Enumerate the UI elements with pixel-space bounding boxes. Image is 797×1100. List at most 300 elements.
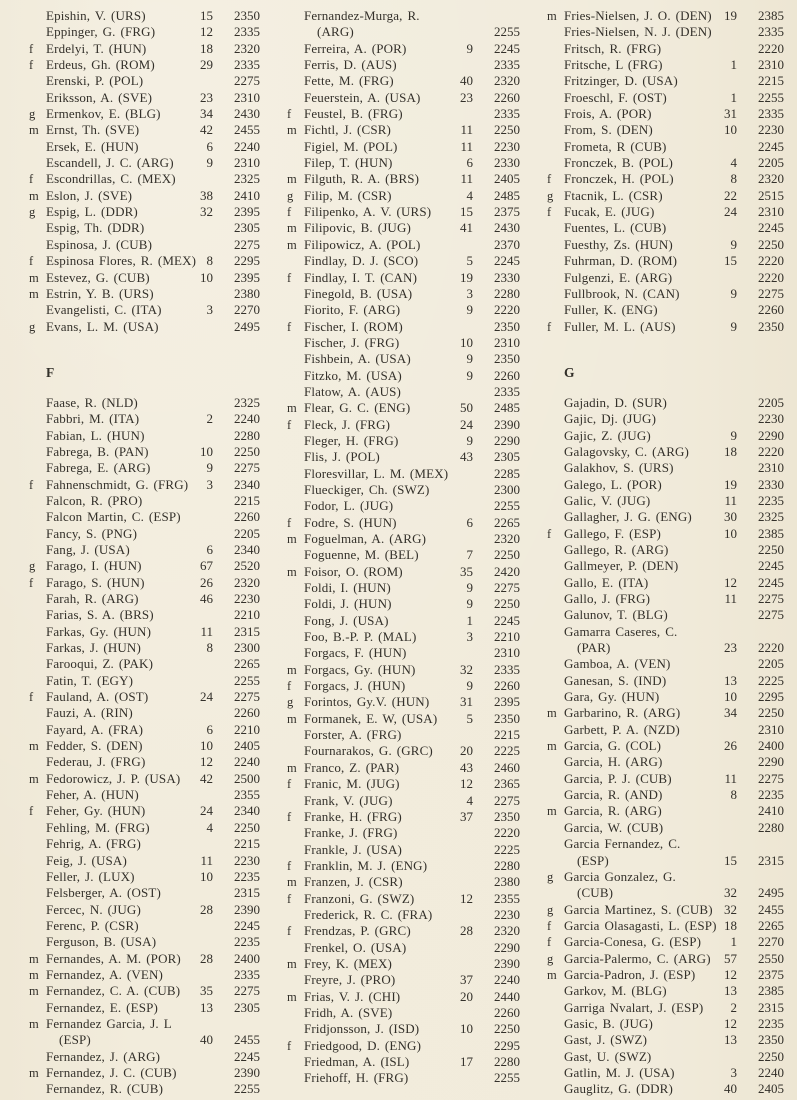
- player-entry: [287, 1070, 520, 1086]
- player-entry: [547, 220, 784, 236]
- player-name: Figiel, M. (POL): [304, 138, 398, 154]
- games-count: 35: [460, 563, 473, 579]
- title-prefix: g: [547, 902, 554, 917]
- player-entry: [287, 351, 520, 367]
- rating-value: 2250: [758, 705, 784, 721]
- player-name: Gatlin, M. J. (USA): [564, 1064, 675, 1080]
- games-count: 9: [466, 302, 473, 318]
- player-entry: [287, 73, 520, 89]
- rating-value: 2395: [494, 694, 520, 710]
- rating-value: 2310: [758, 204, 784, 220]
- rating-value: 2340: [234, 803, 260, 819]
- rating-value: 2220: [758, 40, 784, 56]
- player-name: Fullbrook, N. (CAN): [564, 285, 680, 301]
- player-entry: [29, 542, 260, 558]
- player-name: Ferris, D. (AUS): [304, 57, 397, 73]
- player-entry: [547, 122, 784, 138]
- player-entry: [547, 607, 784, 623]
- title-prefix: [547, 689, 564, 705]
- games-count: 9: [466, 678, 473, 694]
- player-entry: [287, 842, 520, 858]
- rating-value: 2260: [234, 509, 260, 525]
- player-name: Garcia, W. (CUB): [564, 819, 664, 835]
- player-name: Ferguson, B. (USA): [46, 934, 157, 950]
- rating-value: 2240: [234, 138, 260, 154]
- player-name: Frois, A. (POR): [564, 106, 652, 122]
- rating-value: 2255: [494, 498, 520, 514]
- player-name-continued: (CUB): [577, 885, 614, 901]
- rating-value: 2275: [494, 580, 520, 596]
- player-entry: [547, 270, 784, 286]
- title-prefix: [287, 547, 304, 563]
- player-name: Forgacs, F. (HUN): [304, 645, 407, 661]
- player-name: Garcia Olasagasti, L. (ESP): [564, 917, 717, 933]
- title-prefix: [547, 820, 564, 836]
- rating-value: 2310: [758, 57, 784, 73]
- rating-value: 2385: [758, 8, 784, 23]
- player-name: Finegold, B. (USA): [304, 285, 413, 301]
- title-prefix: [287, 384, 304, 400]
- rating-value: 2295: [758, 689, 784, 705]
- title-prefix: [547, 722, 564, 738]
- player-name: Estevez, G. (CUB): [46, 269, 150, 285]
- rating-value: 2460: [494, 759, 520, 775]
- player-name: Fuller, M. L. (AUS): [564, 318, 676, 334]
- title-prefix: [287, 57, 304, 73]
- games-count: 20: [460, 988, 473, 1004]
- title-prefix: [29, 1049, 46, 1065]
- title-prefix: [547, 1081, 564, 1097]
- rating-value: 2340: [234, 476, 260, 492]
- player-name: Farah, R. (ARG): [46, 591, 139, 606]
- games-count: [392, 1005, 475, 1021]
- rating-value: 2260: [494, 367, 520, 383]
- player-entry: [287, 678, 520, 694]
- games-count: 12: [724, 574, 737, 590]
- title-prefix: [547, 428, 564, 444]
- title-prefix: m: [287, 956, 297, 971]
- title-prefix: m: [29, 286, 39, 301]
- player-entry: [29, 106, 260, 122]
- games-count: 37: [460, 808, 473, 824]
- games-count: [403, 106, 475, 122]
- player-name: Franzoni, G. (SWZ): [304, 890, 415, 906]
- player-name: Fournarakos, G. (GRC): [304, 743, 433, 759]
- rating-value: 2390: [494, 955, 520, 971]
- title-prefix: [29, 302, 46, 318]
- title-prefix: [547, 607, 564, 623]
- title-prefix: [547, 270, 564, 286]
- player-entry: [547, 803, 784, 819]
- player-name: Gallmeyer, P. (DEN): [564, 558, 679, 574]
- games-count: 57: [724, 950, 737, 966]
- title-prefix: f: [547, 172, 552, 187]
- rating-value: 2310: [494, 334, 520, 350]
- player-entry: [29, 885, 260, 901]
- player-entry: [287, 466, 520, 482]
- title-prefix: [29, 444, 46, 460]
- player-name: Findlay, D. J. (SCO): [304, 253, 419, 269]
- games-count: 10: [724, 689, 737, 705]
- player-name: Faase, R. (NLD): [46, 394, 138, 410]
- games-count: [671, 656, 740, 672]
- player-name: Garcia, H. (ARG): [564, 754, 663, 770]
- player-name: Escondrillas, C. (MEX): [46, 171, 176, 187]
- rating-value: 2320: [494, 73, 520, 89]
- title-prefix: [29, 1000, 46, 1016]
- games-count: 29: [200, 57, 213, 73]
- games-count: 9: [730, 236, 737, 252]
- rating-value: 2335: [494, 57, 520, 73]
- games-count: [156, 934, 215, 950]
- games-count: [354, 24, 475, 40]
- games-count: 10: [460, 334, 473, 350]
- rating-value: 2245: [234, 1048, 260, 1064]
- games-count: [401, 384, 475, 400]
- player-entry: [547, 575, 784, 591]
- player-entry: [29, 526, 260, 542]
- games-count: 5: [466, 710, 473, 726]
- rating-value: 2400: [758, 738, 784, 754]
- title-prefix: [547, 640, 564, 656]
- player-name-continued: (PAR): [577, 640, 611, 656]
- player-name: Gallo, J. (FRG): [564, 591, 651, 606]
- title-prefix: f: [287, 858, 292, 873]
- player-name: Fedder, S. (DEN): [46, 738, 143, 754]
- title-prefix: m: [547, 804, 557, 819]
- player-name: Feig, J. (USA): [46, 852, 127, 868]
- player-entry-continued: [287, 24, 520, 40]
- games-count: 34: [724, 705, 737, 721]
- player-name: Evangelisti, C. (ITA): [46, 302, 162, 318]
- player-name: Eslon, J. (SVE): [46, 187, 133, 203]
- player-entry: [547, 558, 784, 574]
- rating-value: 2330: [494, 269, 520, 285]
- rating-value: 2215: [234, 492, 260, 508]
- player-name: Fronczek, H. (POL): [564, 171, 674, 187]
- title-prefix: [29, 395, 46, 411]
- rating-value: 2210: [234, 607, 260, 623]
- player-entry: [547, 477, 784, 493]
- rating-value: 2255: [494, 24, 520, 40]
- player-name: Gajic, Dj. (JUG): [564, 411, 657, 427]
- player-entry: [287, 286, 520, 302]
- rating-value: 2245: [234, 917, 260, 933]
- title-prefix: [287, 596, 304, 612]
- player-entry: [547, 106, 784, 122]
- player-name: Gasic, B. (JUG): [564, 1015, 654, 1031]
- title-prefix: [547, 853, 564, 869]
- games-count: [161, 885, 215, 901]
- player-name: Galakhov, S. (URS): [564, 460, 674, 476]
- player-name: Garcia, R. (ARG): [564, 803, 662, 819]
- player-name: Falcon Martin, C. (ESP): [46, 509, 181, 525]
- player-name: Erdeus, Gh. (ROM): [46, 57, 155, 73]
- games-count: [139, 787, 215, 803]
- title-prefix: m: [547, 967, 557, 982]
- player-name: Forgacs, Gy. (HUN): [304, 661, 416, 677]
- rating-value: 2240: [758, 1064, 784, 1080]
- rating-value: 2230: [234, 591, 260, 606]
- title-prefix: [547, 509, 564, 525]
- title-prefix: [287, 825, 304, 841]
- rating-value: 2235: [234, 934, 260, 950]
- player-name: Fitzko, M. (USA): [304, 367, 402, 383]
- rating-value: 2405: [234, 738, 260, 754]
- player-entry: [287, 793, 520, 809]
- player-entry: [29, 803, 260, 819]
- title-prefix: [547, 1000, 564, 1016]
- title-prefix: m: [547, 9, 557, 23]
- rating-value: 2280: [494, 857, 520, 873]
- rating-value: 2305: [234, 220, 260, 236]
- player-entry: [287, 498, 520, 514]
- rating-value: 2320: [234, 574, 260, 590]
- rating-value: 2245: [758, 138, 784, 154]
- rating-value: 2295: [494, 1037, 520, 1053]
- player-entry: [547, 395, 784, 411]
- games-count: 40: [200, 1032, 213, 1048]
- player-entry: [287, 940, 520, 956]
- player-entry: [29, 738, 260, 754]
- title-prefix: [547, 286, 564, 302]
- title-prefix: m: [287, 760, 297, 775]
- player-name: Fancy, S. (PNG): [46, 525, 138, 541]
- player-entry: [547, 155, 784, 171]
- title-prefix: [547, 41, 564, 57]
- player-entry: [29, 90, 260, 106]
- player-entry: [29, 902, 260, 918]
- player-name: Espig, Th. (DDR): [46, 220, 145, 236]
- rating-value: 2420: [494, 563, 520, 579]
- player-entry: [547, 411, 784, 427]
- title-prefix: [547, 395, 564, 411]
- games-count: [407, 645, 476, 661]
- games-count: [680, 722, 739, 738]
- rating-value: 2385: [758, 525, 784, 541]
- player-entry: [29, 918, 260, 934]
- rating-value: [739, 836, 784, 852]
- rating-value: 2260: [494, 89, 520, 105]
- rating-value: 2265: [494, 514, 520, 530]
- player-entry-continued: [547, 853, 784, 869]
- player-entry: [29, 411, 260, 427]
- games-count: 8: [206, 253, 213, 269]
- player-entry: [547, 689, 784, 705]
- games-count: 9: [466, 351, 473, 367]
- title-prefix: [29, 656, 46, 672]
- player-entry: [547, 73, 784, 89]
- player-name: Frenkel, O. (USA): [304, 939, 407, 955]
- games-count: 9: [466, 432, 473, 448]
- player-name: Fischer, J. (FRG): [304, 334, 400, 350]
- player-name: Gamboa, A. (VEN): [564, 656, 671, 672]
- player-entry: [287, 368, 520, 384]
- player-entry: [287, 907, 520, 923]
- player-entry: [287, 41, 520, 57]
- player-entry: [287, 727, 520, 743]
- rating-value: 2495: [234, 318, 260, 334]
- player-entry: [29, 24, 260, 40]
- rating-value: 2220: [494, 302, 520, 318]
- games-count: 23: [200, 89, 213, 105]
- title-prefix: [29, 24, 46, 40]
- rating-value: 2250: [758, 1048, 784, 1064]
- rating-value: 2260: [494, 1004, 520, 1020]
- rating-value: 2220: [494, 825, 520, 841]
- player-name: Fernandez, C. A. (CUB): [46, 983, 181, 999]
- player-name: Gast, J. (SWZ): [564, 1032, 648, 1048]
- title-prefix: [287, 940, 304, 956]
- rating-value: 2520: [234, 558, 260, 574]
- title-prefix: [287, 498, 304, 514]
- rating-value: 2255: [494, 1070, 520, 1086]
- rating-value: 2325: [758, 509, 784, 525]
- player-entry: [547, 171, 784, 187]
- player-name: From, S. (DEN): [564, 122, 653, 138]
- player-name: Garcia Martinez, S. (CUB): [564, 901, 713, 917]
- games-count: 12: [460, 776, 473, 792]
- player-name: Fleck, J. (FRG): [304, 416, 391, 432]
- games-count: [668, 607, 739, 623]
- games-count: 20: [460, 743, 473, 759]
- games-count: 24: [200, 689, 213, 705]
- games-count: [154, 607, 215, 623]
- title-prefix: [29, 493, 46, 509]
- player-entry: [29, 1065, 260, 1081]
- games-count: [680, 836, 739, 852]
- rating-value: 2350: [758, 1032, 784, 1048]
- title-prefix: [287, 907, 304, 923]
- title-prefix: m: [287, 221, 297, 236]
- games-count: [678, 73, 739, 89]
- title-prefix: [29, 820, 46, 836]
- games-count: [392, 956, 475, 972]
- player-entry: [29, 204, 260, 220]
- player-entry: [287, 1038, 520, 1054]
- games-count: 9: [206, 155, 213, 171]
- title-prefix: m: [287, 711, 297, 726]
- player-entry: [547, 624, 784, 640]
- player-name: Estrin, Y. B. (URS): [46, 285, 154, 301]
- title-prefix: m: [29, 739, 39, 754]
- rating-value: 2305: [234, 999, 260, 1015]
- games-count: [658, 302, 739, 318]
- player-entry: [547, 493, 784, 509]
- player-name: Friedgood, D. (ENG): [304, 1037, 422, 1053]
- title-prefix: [547, 444, 564, 460]
- rating-value: 2380: [234, 285, 260, 301]
- rating-value: [215, 1016, 260, 1032]
- player-name: Gajadin, D. (SUR): [564, 394, 668, 410]
- player-name: Franke, J. (FRG): [304, 825, 398, 841]
- player-entry-continued: [547, 885, 784, 901]
- player-entry: [547, 253, 784, 269]
- rating-value: 2350: [758, 318, 784, 334]
- player-name: Fernandez Garcia, J. L: [46, 1015, 172, 1031]
- title-prefix: [547, 253, 564, 269]
- section-letter-heading: F: [46, 364, 55, 380]
- rating-value: 2310: [758, 460, 784, 476]
- rating-value: 2455: [234, 122, 260, 138]
- player-name: Foguenne, M. (BEL): [304, 547, 419, 563]
- title-prefix: [29, 428, 46, 444]
- title-prefix: m: [29, 771, 39, 786]
- player-entry: [29, 951, 260, 967]
- player-entry: [287, 319, 520, 335]
- player-name: Fercec, N. (JUG): [46, 901, 141, 917]
- player-name: Franzen, J. (CSR): [304, 874, 403, 890]
- title-prefix: [287, 743, 304, 759]
- player-name: Farooqui, Z. (PAK): [46, 656, 154, 672]
- title-prefix: [287, 73, 304, 89]
- player-entry: [29, 253, 260, 269]
- rating-value: 2370: [494, 236, 520, 252]
- rating-value: 2320: [234, 40, 260, 56]
- title-prefix: [29, 624, 46, 640]
- rating-value: 2270: [234, 302, 260, 318]
- player-name: Fuesthy, Zs. (HUN): [564, 236, 673, 252]
- title-prefix: m: [29, 188, 39, 203]
- player-name: Fritsch, R. (FRG): [564, 40, 662, 56]
- player-entry: [287, 629, 520, 645]
- games-count: [667, 395, 739, 411]
- player-name: Ermenkov, E. (BLG): [46, 106, 161, 122]
- player-entry: [287, 760, 520, 776]
- games-count: 24: [724, 204, 737, 220]
- player-entry: [547, 738, 784, 754]
- rating-value: 2215: [494, 727, 520, 743]
- games-count: 10: [724, 122, 737, 138]
- rating-value: 2300: [494, 481, 520, 497]
- rating-value: 2335: [234, 966, 260, 982]
- games-count: 6: [206, 721, 213, 737]
- player-entry: [29, 171, 260, 187]
- rating-value: 2230: [758, 411, 784, 427]
- title-prefix: [547, 411, 564, 427]
- player-name: Evans, L. M. (USA): [46, 318, 159, 334]
- games-count: [676, 869, 739, 885]
- games-count: [712, 24, 739, 40]
- player-entry: [287, 417, 520, 433]
- games-count: 13: [724, 983, 737, 999]
- rating-value: 2205: [758, 656, 784, 672]
- games-count: [133, 673, 215, 689]
- title-prefix: f: [547, 935, 552, 950]
- games-count: 19: [724, 8, 737, 23]
- player-name: Filep, T. (HUN): [304, 155, 393, 171]
- player-entry: [547, 8, 784, 24]
- games-count: 10: [200, 443, 213, 459]
- player-name: Falcon, R. (PRO): [46, 492, 143, 508]
- games-count: [159, 319, 215, 335]
- title-prefix: [547, 302, 564, 318]
- player-name-continued: (ARG): [317, 24, 354, 40]
- rating-value: 2515: [758, 187, 784, 203]
- player-name: Foisor, O. (ROM): [304, 563, 403, 579]
- games-count: 15: [724, 253, 737, 269]
- title-prefix: [547, 237, 564, 253]
- player-name: Ferreira, A. (POR): [304, 40, 407, 56]
- games-count: 15: [460, 204, 473, 220]
- rating-value: 2235: [758, 1015, 784, 1031]
- games-count: [154, 286, 215, 302]
- games-count: 3: [730, 1064, 737, 1080]
- player-entry: [29, 319, 260, 335]
- player-entry: [287, 90, 520, 106]
- rating-value: 2325: [234, 394, 260, 410]
- games-count: [163, 967, 215, 983]
